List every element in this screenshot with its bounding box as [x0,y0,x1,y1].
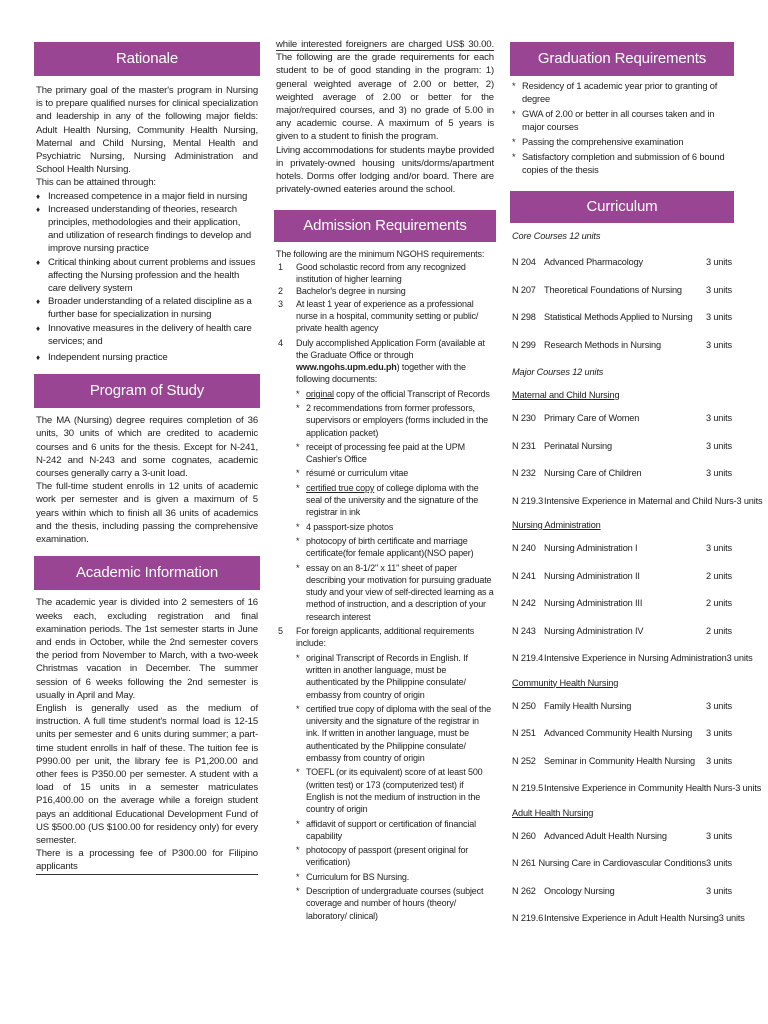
course-units: 3 units [705,413,732,424]
course-title: Oncology Nursing [544,885,615,896]
course-row [512,277,732,305]
course-row [512,618,732,646]
list-item: * receipt of processing fee paid at the UPM Cashier's Office [296,441,494,466]
curriculum-header: Curriculum [510,191,734,223]
list-item: * affidavit of support or certification of financial capability [296,818,494,843]
list-item: * Passing the comprehensive examination [512,136,732,149]
list-item: 1 Good scholastic record from any recognized institution of higher learning [278,261,466,285]
academic-header: Academic Information [34,556,260,590]
course-title: Theoretical Foundations of Nursing [544,284,682,295]
course-code: N 219.6 [512,913,544,924]
course-code: N 242 [512,598,536,609]
course-code: N 250 [512,700,536,711]
list-item: ♦ Independent nursing practice [36,351,258,364]
list-item: ♦ Increased understanding of theories, research principles, methodologies and their application, and utilization of research findings to develop and improve nursing practice [36,203,258,256]
course-title: Intensive Experience in Adult Health Nursing [544,913,719,924]
course-units: 3 units [705,885,732,896]
rationale-list [36,190,258,365]
course-code: N 240 [512,543,536,554]
course-title: Advanced Pharmacology [544,257,643,268]
course-row [512,304,732,332]
course-title: Intensive Experience in Nursing Administration [544,653,727,664]
list-item: 3 At least 1 year of experience as a professional nurse in a hospital, community setting or public/ private health agency [278,298,479,334]
course-code: N 260 [512,830,536,841]
course-code: N 299 [512,339,536,350]
list-item: * Satisfactory completion and submission of 6 bound copies of the thesis [512,151,732,177]
grade-requirements: The following are the grade requirements for each student to be of good standing in the program: 1) general weighted average of 2.00 or better, 2) weighted average of 2.00 or better for the major/required courses, and 3) no grade of 5.00 in any academic course. A maximum of 5 years is given to a student to finish the program. [276,52,494,143]
admission-intro: The following are the minimum NGOHS requirements: [276,249,485,260]
website-link[interactable]: www.ngohs.upm.edu.ph [296,362,397,373]
column-left [36,42,258,875]
rationale-lead: This can be attained through: [36,177,156,189]
course-title: Research Methods in Nursing [544,339,661,350]
course-title: Nursing Care in Cardiovascular Conditions [538,858,706,869]
list-item: * Description of undergraduate courses (subject coverage and number of hours (theory/ laboratory/ clinical) [296,885,494,922]
course-row [512,878,732,906]
course-units: 3 units [726,653,753,664]
document-list [296,388,494,623]
list-item: * original Transcript of Records in English. If written in another language, must be authenticated by the Philippine consulate/ embassy from country of origin [296,652,494,701]
course-row [512,823,732,851]
course-title: Nursing Administration IV [544,625,644,636]
course-title: Primary Care of Women [544,413,640,424]
academic-text-3: There is a processing fee of P300.00 for Filipino applicants [36,847,258,874]
admission-list [276,261,494,922]
course-units: 2 units [705,598,732,609]
course-units: 3 units [705,728,732,739]
course-title: Statistical Methods Applied to Nursing [544,312,693,323]
list-item: * photocopy of birth certificate and marriage certificate(for female applicant)(NSO paper) [296,535,494,560]
list-item: * certified true copy of diploma with the seal of the university and the signature of the registrar in ink. If written in another language, must be authenticated by the Philippine consulate/ embassy from country of origin [296,703,494,764]
course-row [512,433,732,461]
course-units: 3 units [705,830,732,841]
course-row [512,850,732,878]
course-row [512,332,732,360]
graduation-header: Graduation Requirements [510,42,734,76]
course-title: Nursing Care of Children [544,468,642,479]
column-middle [276,38,494,924]
list-item: 2 Bachelor's degree in nursing [278,286,406,297]
section-label: Core Courses 12 units [512,231,601,241]
area-label: Maternal and Child Nursing [512,390,620,400]
course-units: 3 units [705,858,732,869]
area-label: Nursing Administration [512,520,601,530]
program-text-2: The full-time student enrolls in 12 units of academic work per semester and is given a maximum of 5 years within which to finish all 36 units of academics and the thesis, including passing the comprehensive examination. [36,481,258,546]
course-units: 3 units [705,755,732,766]
list-item: ♦ Broader understanding of a related discipline as a further base for specialization in nursing [36,295,258,321]
foreign-list [296,652,494,922]
course-title: Nursing Administration III [544,598,643,609]
course-units: 3 units [705,339,732,350]
list-item: * certified true copy of college diploma with the seal of the university and the signature of the registrar in ink [296,482,494,519]
program-text-1: The MA (Nursing) degree requires completion of 36 units, 30 units of which are credited to academic courses and 6 units for the thesis. Except for N-241, N-242 and N-243 and some cognates, academic courses generally carry a 3-unit load. [36,415,258,480]
course-title: Nursing Administration II [544,570,640,581]
course-code: N 241 [512,570,536,581]
list-item: * Residency of 1 academic year prior to granting of degree [512,80,732,106]
column-right [512,42,763,933]
rationale-intro: The primary goal of the master's program in Nursing is to prepare qualified nurses for clinical specialization and leadership in any of the following major fields: Adult Health Nursing, Community Health Nursing, Maternal and Child Nursing, Mental Health and Psychiatric Nursing, Nursing Administration and School Health Nursing. [36,85,258,176]
course-code: N 207 [512,284,536,295]
list-item: * 2 recommendations from former professors, supervisors or employers (forms included in the application packet) [296,402,494,439]
course-row [512,905,745,933]
list-item: 5 For foreign applicants, additional requirements include: * original Transcript of Records in English. If written in another language, must be authenticated by the Philippine consulate/ embassy from country of origin * certified true copy of diploma with the seal of the university and the signature of the registrar in ink. If written in another language, must be authenticated by the Philippine consulate/ embassy from country of origin * TOEFL (or its equivalent) score of at least 500 (written test) or 173 (computerized test) if English is not the medium of instruction in the country of origin * affidavit of support or certification of financial capability * photocopy of passport (present original for verification) * Curriculum for BS Nursing. * Description of undergraduate courses (subject coverage and number of hours (theory/ laboratory/ clinical) [276,625,494,922]
course-units: 3 units [705,257,732,268]
course-code: N 204 [512,257,536,268]
course-title: Nursing Administration I [544,543,638,554]
course-title: Family Health Nursing [544,700,632,711]
admission-header: Admission Requirements [274,210,496,242]
course-code: N 251 [512,728,536,739]
course-row [512,775,762,803]
program-header: Program of Study [34,374,260,408]
course-code: N 298 [512,312,536,323]
course-units: 3 units [705,468,732,479]
academic-text-1: The academic year is divided into 2 semesters of 16 weeks each, excluding registration and final examination periods. The 1st semester starts in June and ends in October, while the 2nd semester covers the period from November to March, with a two-week Christmas vacation in December. The summer session of 6 weeks following the 2nd semester is usually in April and May. [36,597,258,701]
course-row [512,249,732,277]
course-units: 3 units [705,700,732,711]
course-code: N 262 [512,885,536,896]
course-title: Perinatal Nursing [544,440,612,451]
area-label: Community Health Nursing [512,677,619,688]
list-item: * TOEFL (or its equivalent) score of at least 500 (written test) or 173 (computerized test) if English is not the medium of instruction in the country of origin [296,766,494,815]
course-code: N 252 [512,755,536,766]
course-code: N 261 [512,858,536,869]
foreign-fee: while interested foreigners are charged US$ 30.00. [276,39,494,50]
course-title: Seminar in Community Health Nursing [544,755,695,766]
list-item: * essay on an 8-1/2" x 11" sheet of paper describing your motivation for pursuing graduate study and your view of self-directed learning as a method of instruction, and a description of your research interest [296,562,494,623]
course-units: 3 units [735,783,762,794]
section-label: Major Courses 12 units [512,367,604,377]
course-row [512,488,763,516]
course-units: 3 units [705,284,732,295]
course-code: N 219.3 [512,495,544,506]
course-title: Advanced Adult Health Nursing [544,830,667,841]
list-item: * Curriculum for BS Nursing. [296,871,494,883]
course-row [512,460,732,488]
rationale-header: Rationale [34,42,260,76]
course-row [512,405,732,433]
course-title: Advanced Community Health Nursing [544,728,693,739]
course-code: N 219.4 [512,653,544,664]
list-item: * 4 passport-size photos [296,521,494,533]
course-units: 3 units [705,440,732,451]
course-units: 2 units [705,570,732,581]
list-item: ♦ Increased competence in a major field in nursing [36,190,258,203]
area-label: Adult Health Nursing [512,807,594,818]
course-row [512,535,732,563]
course-row [512,693,732,721]
list-item: * photocopy of passport (present original for verification) [296,844,494,869]
list-item: * résumé or curriculum vitae [296,467,494,479]
course-units: 3 units [705,312,732,323]
course-title: Intensive Experience in Maternal and Child Nurs- [544,495,737,506]
list-item: ♦ Innovative measures in the delivery of health care services; and [36,322,258,348]
course-code: N 232 [512,468,536,479]
course-row [512,590,732,618]
list-item: ♦ Critical thinking about current problems and issues affecting the Nursing profession and the health care delivery system [36,256,258,296]
graduation-list [512,80,732,177]
course-units: 2 units [705,625,732,636]
course-row [512,645,753,673]
academic-text-2: English is generally used as the medium of instruction. A full time student's normal load is 12-15 units per semester and 6 units during summer; a part-time student enrolls in half of these. The tuition fee is P990.00 per unit, the library fee is P1,200.00 and other fees is P350.00 per semester. A student with a load of 15 units in a semester matriculates P16,400.00 on the average while a foreign student pays an additional Educational Development Fund of US $500.00 (US $100.00 for residency only) for every semester. [36,702,258,846]
course-row [512,748,732,776]
list-item: 4 Duly accomplished Application Form (available at the Graduate Office or through www.ngohs.upm.edu.ph) together with the following documents: * original copy of the official Transcript of Records * 2 recommendations from former professors, supervisors or employers (forms included in the application packet) * receipt of processing fee paid at the UPM Cashier's Office * résumé or curriculum vitae * certified true copy of college diploma with the seal of the university and the signature of the registrar in ink * 4 passport-size photos * photocopy of birth certificate and marriage certificate(for female applicant)(NSO paper) * essay on an 8-1/2" x 11" sheet of paper describing your motivation for pursuing graduate study and your view of self-directed learning as a method of instruction, and a description of your research interest [276,337,494,624]
list-item: * GWA of 2.00 or better in all courses taken and in major courses [512,108,732,134]
course-row [512,563,732,591]
course-code: N 231 [512,440,536,451]
course-units: 3 units [705,543,732,554]
course-code: N 243 [512,625,536,636]
course-code: N 219.5 [512,783,544,794]
list-item: * original copy of the official Transcript of Records [296,388,494,400]
course-row [512,720,732,748]
fees-continued [276,38,494,144]
course-units: 3 units [736,495,763,506]
accommodations-text: Living accommodations for students maybe provided in privately-owned housing units/dorms/apartment hotels. Dorms offer lodging and/or board. There are privately-owned eateries around the school. [276,144,494,196]
course-title: Intensive Experience in Community Health Nurs- [544,783,736,794]
course-units: 3 units [718,913,745,924]
curriculum-body [512,223,763,933]
course-code: N 230 [512,413,536,424]
